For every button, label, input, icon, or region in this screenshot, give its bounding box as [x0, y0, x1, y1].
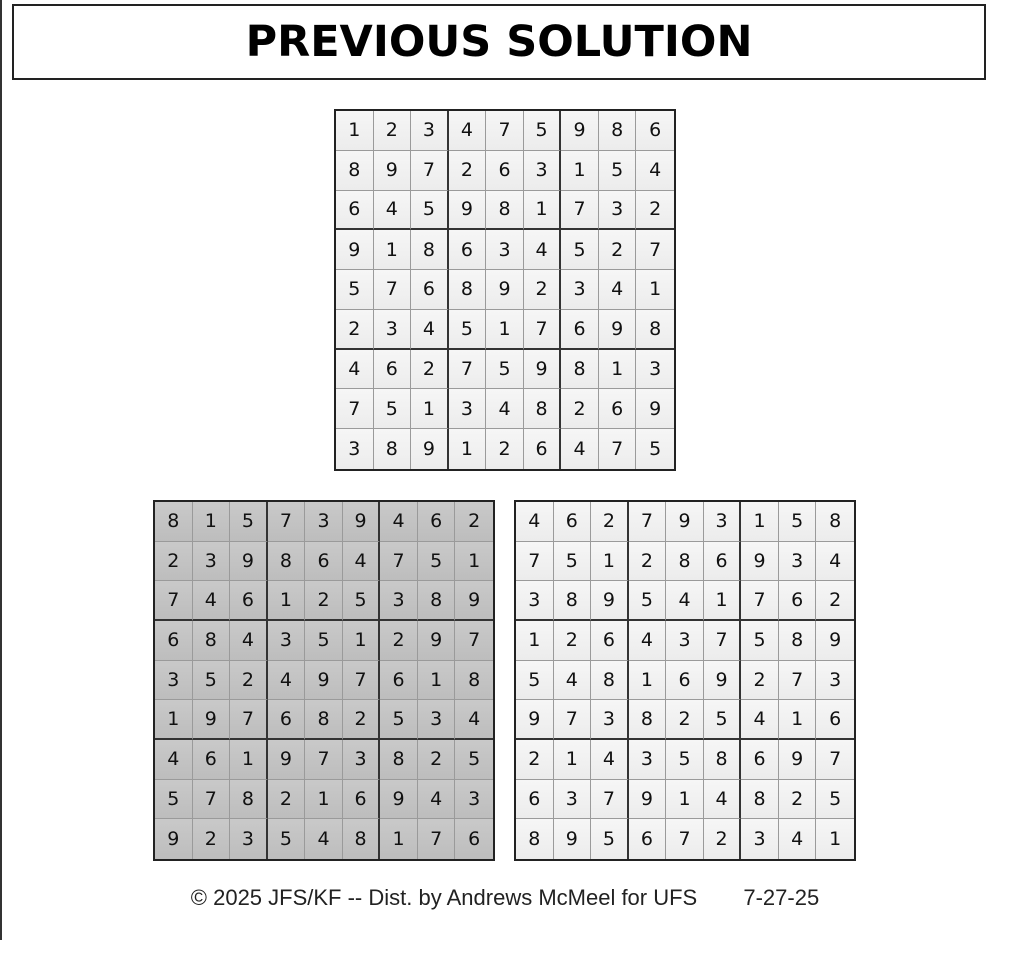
sudoku-cell: 4: [343, 542, 381, 582]
sudoku-cell: 2: [629, 542, 667, 582]
sudoku-cell: 3: [524, 151, 562, 191]
sudoku-cell: 7: [155, 581, 193, 621]
sudoku-cell: 3: [455, 780, 493, 820]
sudoku-cell: 6: [636, 111, 674, 151]
sudoku-cell: 2: [524, 270, 562, 310]
sudoku-cell: 8: [411, 230, 449, 270]
sudoku-cell: 1: [155, 700, 193, 740]
sudoku-cell: 1: [816, 819, 854, 859]
sudoku-cell: 2: [516, 740, 554, 780]
sudoku-cell: 8: [449, 270, 487, 310]
sudoku-cell: 8: [455, 661, 493, 701]
title-banner: [12, 4, 986, 80]
sudoku-cell: 3: [779, 542, 817, 582]
sudoku-cell: 5: [305, 621, 343, 661]
sudoku-cell: 1: [591, 542, 629, 582]
sudoku-cell: 9: [629, 780, 667, 820]
sudoku-cell: 9: [418, 621, 456, 661]
sudoku-cell: 3: [636, 350, 674, 390]
sudoku-cell: 3: [305, 502, 343, 542]
sudoku-cell: 8: [418, 581, 456, 621]
sudoku-cell: 8: [380, 740, 418, 780]
sudoku-cell: 2: [591, 502, 629, 542]
sudoku-cell: 5: [629, 581, 667, 621]
sudoku-cell: 1: [629, 661, 667, 701]
sudoku-cell: 6: [816, 700, 854, 740]
sudoku-cell: 4: [230, 621, 268, 661]
sudoku-cell: 6: [155, 621, 193, 661]
sudoku-cell: 9: [193, 700, 231, 740]
sudoku-cell: 1: [741, 502, 779, 542]
sudoku-cell: 4: [268, 661, 306, 701]
sudoku-cell: 8: [629, 700, 667, 740]
sudoku-cell: 4: [336, 350, 374, 390]
sudoku-cell: 9: [524, 350, 562, 390]
sudoku-cell: 3: [629, 740, 667, 780]
sudoku-cell: 9: [336, 230, 374, 270]
sudoku-cell: 8: [230, 780, 268, 820]
sudoku-cell: 2: [230, 661, 268, 701]
sudoku-cell: 1: [411, 389, 449, 429]
sudoku-cell: 4: [636, 151, 674, 191]
sudoku-cell: 6: [779, 581, 817, 621]
sudoku-cell: 4: [486, 389, 524, 429]
sudoku-grid-bottom-left: [153, 500, 495, 861]
sudoku-cell: 4: [305, 819, 343, 859]
sudoku-cell: 9: [636, 389, 674, 429]
sudoku-cell: 2: [816, 581, 854, 621]
sudoku-cell: 4: [418, 780, 456, 820]
sudoku-cell: 3: [591, 700, 629, 740]
sudoku-cell: 7: [561, 191, 599, 231]
sudoku-cell: 3: [561, 270, 599, 310]
sudoku-cell: 5: [636, 429, 674, 469]
sudoku-cell: 4: [455, 700, 493, 740]
sudoku-cell: 5: [816, 780, 854, 820]
sudoku-cell: 4: [666, 581, 704, 621]
sudoku-cell: 9: [374, 151, 412, 191]
sudoku-cell: 6: [449, 230, 487, 270]
sudoku-cell: 7: [816, 740, 854, 780]
sudoku-cell: 7: [554, 700, 592, 740]
sudoku-cell: 5: [343, 581, 381, 621]
sudoku-cell: 6: [666, 661, 704, 701]
sudoku-cell: 7: [636, 230, 674, 270]
sudoku-cell: 3: [418, 700, 456, 740]
sudoku-cell: 8: [704, 740, 742, 780]
sudoku-cell: 6: [554, 502, 592, 542]
sudoku-cell: 7: [230, 700, 268, 740]
sudoku-cell: 3: [155, 661, 193, 701]
sudoku-cell: 6: [380, 661, 418, 701]
sudoku-cell: 8: [591, 661, 629, 701]
sudoku-cell: 6: [516, 780, 554, 820]
sudoku-cell: 5: [230, 502, 268, 542]
sudoku-cell: 4: [561, 429, 599, 469]
sudoku-cell: 3: [666, 621, 704, 661]
copyright-credit: © 2025 JFS/KF -- Dist. by Andrews McMeel for UFS: [190, 885, 698, 910]
sudoku-cell: 4: [193, 581, 231, 621]
sudoku-cell: 6: [268, 700, 306, 740]
sudoku-cell: 4: [380, 502, 418, 542]
sudoku-cell: 1: [343, 621, 381, 661]
sudoku-cell: 5: [380, 700, 418, 740]
sudoku-cell: 1: [268, 581, 306, 621]
sudoku-grid-top: [334, 109, 676, 471]
sudoku-cell: 2: [704, 819, 742, 859]
sudoku-cell: 9: [305, 661, 343, 701]
sudoku-cell: 1: [305, 780, 343, 820]
sudoku-cell: 7: [629, 502, 667, 542]
sudoku-cell: 2: [193, 819, 231, 859]
sudoku-cell: 8: [343, 819, 381, 859]
sudoku-cell: 5: [561, 230, 599, 270]
sudoku-cell: 4: [591, 740, 629, 780]
sudoku-cell: 7: [486, 111, 524, 151]
sudoku-cell: 3: [230, 819, 268, 859]
sudoku-cell: 5: [336, 270, 374, 310]
sudoku-cell: 9: [486, 270, 524, 310]
sudoku-cell: 5: [599, 151, 637, 191]
sudoku-cell: 4: [704, 780, 742, 820]
sudoku-cell: 8: [779, 621, 817, 661]
sudoku-cell: 1: [516, 621, 554, 661]
sudoku-cell: 9: [449, 191, 487, 231]
sudoku-cell: 9: [561, 111, 599, 151]
sudoku-cell: 9: [155, 819, 193, 859]
sudoku-cell: 7: [380, 542, 418, 582]
sudoku-grid-bottom-right: [514, 500, 856, 861]
sudoku-cell: 8: [193, 621, 231, 661]
sudoku-cell: 7: [455, 621, 493, 661]
sudoku-cell: 9: [741, 542, 779, 582]
sudoku-cell: 5: [486, 350, 524, 390]
sudoku-cell: 4: [554, 661, 592, 701]
sudoku-cell: 8: [305, 700, 343, 740]
sudoku-cell: 8: [516, 819, 554, 859]
sudoku-cell: 5: [516, 661, 554, 701]
sudoku-cell: 8: [636, 310, 674, 350]
sudoku-cell: 6: [561, 310, 599, 350]
sudoku-cell: 5: [155, 780, 193, 820]
sudoku-cell: 9: [554, 819, 592, 859]
sudoku-cell: 9: [666, 502, 704, 542]
sudoku-cell: 7: [336, 389, 374, 429]
sudoku-cell: 1: [418, 661, 456, 701]
sudoku-cell: 9: [516, 700, 554, 740]
sudoku-cell: 2: [561, 389, 599, 429]
sudoku-cell: 7: [666, 819, 704, 859]
sudoku-cell: 8: [374, 429, 412, 469]
sudoku-cell: 6: [305, 542, 343, 582]
sudoku-cell: 8: [524, 389, 562, 429]
sudoku-cell: 2: [411, 350, 449, 390]
sudoku-cell: 7: [305, 740, 343, 780]
sudoku-cell: 9: [591, 581, 629, 621]
sudoku-cell: 2: [554, 621, 592, 661]
sudoku-cell: 9: [380, 780, 418, 820]
sudoku-cell: 3: [193, 542, 231, 582]
sudoku-cell: 2: [599, 230, 637, 270]
sudoku-cell: 2: [455, 502, 493, 542]
sudoku-cell: 7: [591, 780, 629, 820]
sudoku-cell: 4: [629, 621, 667, 661]
sudoku-cell: 2: [336, 310, 374, 350]
sudoku-cell: 1: [380, 819, 418, 859]
sudoku-cell: 7: [268, 502, 306, 542]
sudoku-cell: 7: [193, 780, 231, 820]
sudoku-cell: 3: [380, 581, 418, 621]
sudoku-cell: 9: [411, 429, 449, 469]
sudoku-cell: 7: [418, 819, 456, 859]
sudoku-cell: 4: [411, 310, 449, 350]
sudoku-cell: 9: [599, 310, 637, 350]
sudoku-cell: 5: [455, 740, 493, 780]
sudoku-cell: 2: [779, 780, 817, 820]
sudoku-cell: 1: [230, 740, 268, 780]
sudoku-cell: 2: [449, 151, 487, 191]
sudoku-cell: 1: [704, 581, 742, 621]
sudoku-cell: 7: [374, 270, 412, 310]
sudoku-cell: 3: [599, 191, 637, 231]
sudoku-cell: 2: [305, 581, 343, 621]
sudoku-cell: 2: [636, 191, 674, 231]
sudoku-cell: 9: [230, 542, 268, 582]
sudoku-cell: 1: [666, 780, 704, 820]
sudoku-cell: 5: [524, 111, 562, 151]
sudoku-cell: 6: [591, 621, 629, 661]
sudoku-cell: 1: [449, 429, 487, 469]
sudoku-cell: 1: [455, 542, 493, 582]
sudoku-cell: 4: [741, 700, 779, 740]
sudoku-cell: 1: [193, 502, 231, 542]
sudoku-cell: 1: [486, 310, 524, 350]
sudoku-cell: 3: [411, 111, 449, 151]
sudoku-cell: 4: [374, 191, 412, 231]
sudoku-cell: 8: [268, 542, 306, 582]
sudoku-cell: 9: [455, 581, 493, 621]
sudoku-cell: 2: [666, 700, 704, 740]
sudoku-cell: 3: [516, 581, 554, 621]
sudoku-cell: 6: [704, 542, 742, 582]
sudoku-cell: 3: [816, 661, 854, 701]
sudoku-cell: 4: [449, 111, 487, 151]
sudoku-cell: 2: [741, 661, 779, 701]
sudoku-cell: 6: [374, 350, 412, 390]
sudoku-cell: 5: [193, 661, 231, 701]
sudoku-cell: 6: [455, 819, 493, 859]
sudoku-cell: 2: [418, 740, 456, 780]
sudoku-cell: 7: [449, 350, 487, 390]
sudoku-cell: 1: [636, 270, 674, 310]
sudoku-cell: 3: [741, 819, 779, 859]
sudoku-cell: 8: [336, 151, 374, 191]
sudoku-cell: 4: [599, 270, 637, 310]
sudoku-cell: 6: [411, 270, 449, 310]
sudoku-cell: 9: [704, 661, 742, 701]
sudoku-cell: 7: [779, 661, 817, 701]
sudoku-cell: 5: [268, 819, 306, 859]
sudoku-cell: 3: [343, 740, 381, 780]
sudoku-cell: 7: [524, 310, 562, 350]
sudoku-cell: 5: [666, 740, 704, 780]
sudoku-cell: 6: [486, 151, 524, 191]
sudoku-cell: 9: [779, 740, 817, 780]
sudoku-cell: 3: [704, 502, 742, 542]
sudoku-cell: 5: [418, 542, 456, 582]
sudoku-cell: 3: [486, 230, 524, 270]
sudoku-cell: 6: [629, 819, 667, 859]
sudoku-cell: 2: [486, 429, 524, 469]
sudoku-cell: 5: [741, 621, 779, 661]
sudoku-cell: 5: [411, 191, 449, 231]
sudoku-cell: 1: [524, 191, 562, 231]
sudoku-cell: 8: [816, 502, 854, 542]
sudoku-cell: 6: [524, 429, 562, 469]
sudoku-cell: 4: [516, 502, 554, 542]
sudoku-cell: 7: [599, 429, 637, 469]
sudoku-cell: 2: [374, 111, 412, 151]
sudoku-cell: 1: [554, 740, 592, 780]
left-border-line: [0, 0, 2, 940]
sudoku-cell: 2: [380, 621, 418, 661]
sudoku-cell: 6: [193, 740, 231, 780]
sudoku-cell: 1: [336, 111, 374, 151]
sudoku-cell: 3: [268, 621, 306, 661]
sudoku-cell: 4: [779, 819, 817, 859]
sudoku-cell: 6: [343, 780, 381, 820]
sudoku-cell: 9: [343, 502, 381, 542]
sudoku-cell: 9: [268, 740, 306, 780]
sudoku-cell: 4: [524, 230, 562, 270]
sudoku-cell: 9: [816, 621, 854, 661]
sudoku-cell: 7: [411, 151, 449, 191]
footer: [0, 885, 1010, 911]
sudoku-cell: 6: [336, 191, 374, 231]
sudoku-cell: 5: [374, 389, 412, 429]
publish-date: 7-27-25: [743, 885, 820, 910]
sudoku-cell: 8: [666, 542, 704, 582]
sudoku-cell: 6: [741, 740, 779, 780]
sudoku-cell: 8: [599, 111, 637, 151]
sudoku-cell: 5: [704, 700, 742, 740]
sudoku-cell: 5: [554, 542, 592, 582]
sudoku-cell: 3: [374, 310, 412, 350]
sudoku-cell: 8: [554, 581, 592, 621]
sudoku-cell: 5: [591, 819, 629, 859]
sudoku-cell: 1: [561, 151, 599, 191]
page-title: PREVIOUS SOLUTION: [245, 17, 753, 67]
sudoku-cell: 2: [155, 542, 193, 582]
sudoku-cell: 1: [779, 700, 817, 740]
sudoku-cell: 7: [741, 581, 779, 621]
sudoku-cell: 8: [486, 191, 524, 231]
sudoku-cell: 3: [449, 389, 487, 429]
sudoku-cell: 5: [449, 310, 487, 350]
sudoku-cell: 3: [554, 780, 592, 820]
sudoku-cell: 7: [516, 542, 554, 582]
sudoku-cell: 4: [816, 542, 854, 582]
sudoku-cell: 6: [599, 389, 637, 429]
sudoku-cell: 7: [343, 661, 381, 701]
sudoku-cell: 2: [343, 700, 381, 740]
sudoku-cell: 8: [155, 502, 193, 542]
sudoku-cell: 6: [230, 581, 268, 621]
sudoku-cell: 3: [336, 429, 374, 469]
sudoku-cell: 1: [599, 350, 637, 390]
sudoku-cell: 4: [155, 740, 193, 780]
sudoku-cell: 1: [374, 230, 412, 270]
sudoku-cell: 5: [779, 502, 817, 542]
sudoku-cell: 2: [268, 780, 306, 820]
sudoku-cell: 7: [704, 621, 742, 661]
sudoku-cell: 8: [741, 780, 779, 820]
sudoku-cell: 6: [418, 502, 456, 542]
sudoku-cell: 8: [561, 350, 599, 390]
